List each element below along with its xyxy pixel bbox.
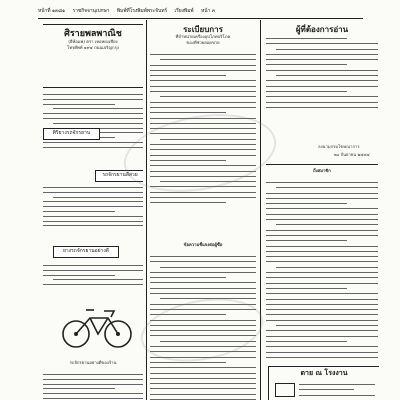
right-signature-2: ๒๐ กันยายน ๒๔๘๔ (334, 152, 370, 157)
left-ad-title: ศิรายพลพาณิช (64, 29, 122, 39)
middle-subtitle-2: ของที่ช่วยยอดขาย (186, 39, 220, 45)
right-signature-1: ลงนามกรมโฆษณาการ (318, 144, 360, 149)
bottom-ad-emblem (275, 383, 295, 397)
right-divider (266, 164, 378, 165)
header-mid-2: พิมพ์ที่โรงพิมพ์พระจันทร์ (116, 8, 168, 14)
bicycle-caption: รถจักรยานอย่างดีของร้าน (69, 360, 117, 365)
right-body-lines (266, 38, 378, 112)
right-title: ผู้ที่ต้องการอ่าน (295, 24, 349, 34)
left-body-lines-3 (43, 265, 143, 289)
middle-section-2: ข้อความชี้แจงต่อผู้ซื้อ (183, 242, 223, 247)
left-box-1: ศิริยางรถจักรยาน (43, 128, 100, 140)
bicycle-icon (58, 296, 136, 354)
column-rule-right (260, 20, 261, 400)
left-ad-subtitle: (ยี่ห้อแพ) ตรา เหอหยงเชียง (68, 39, 118, 44)
right-section-2: ถึงสมาชิก (313, 168, 331, 173)
header-mid-3: เรียงพิมพ์ (174, 8, 194, 14)
header-right: หน้า ๓ (201, 8, 216, 14)
right-body-lines-2 (266, 182, 378, 362)
header-left: หน้าที่ ๑๓๘๑ (38, 8, 66, 14)
header-mid-1: ราชกิจจานุเบกษา (72, 8, 110, 14)
left-box-2: รถจักรยานสีสวย (95, 170, 143, 182)
bottom-ad-lines (299, 384, 375, 400)
left-box-3: ยางรถจักรยานอย่างดี (53, 246, 119, 258)
bottom-ad-box (268, 366, 379, 400)
left-body-lines (43, 94, 143, 152)
header-rule (38, 18, 363, 19)
left-body-lines-2 (43, 187, 143, 230)
right-column (266, 24, 378, 400)
left-column (43, 24, 143, 400)
middle-subtitle: ที่จำหน่ายเครื่องอุปโภคบริโภค (175, 34, 231, 39)
middle-title: ระเบียบการ (183, 24, 223, 34)
left-body-lines-4 (43, 374, 143, 400)
bottom-ad-title: ตาย ณ โรงงาน (300, 368, 348, 377)
left-ad-shop-line: โทรศัพท์ ๑๙๔ ถนนเจริญกรุง (67, 44, 119, 50)
page-header (38, 5, 363, 17)
left-ad-header (43, 24, 143, 88)
